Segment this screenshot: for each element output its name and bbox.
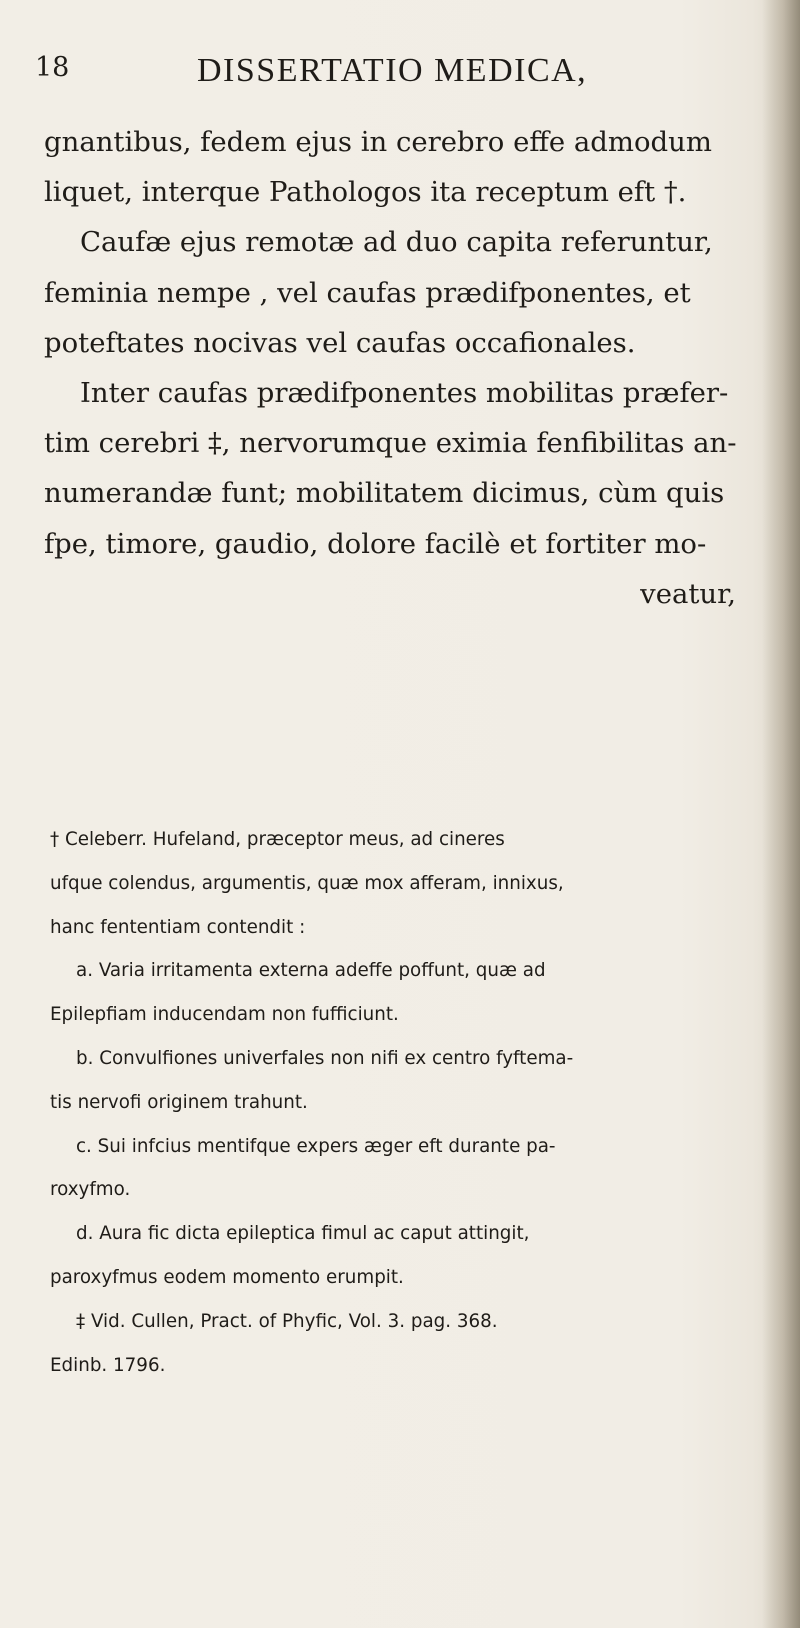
footnote-line: hanc fententiam contendit : <box>50 916 306 938</box>
text-line: liquet, interque Pathologos ita receptum eft †. <box>44 176 687 209</box>
footnote-line: roxyfmo. <box>50 1179 131 1201</box>
text-line: tim cerebri ‡, nervorumque eximia fenfibilitas an- <box>44 427 737 460</box>
main-text <box>44 117 744 619</box>
footnote-line: tis nervofi originem trahunt. <box>50 1091 308 1113</box>
text-line: Caufæ ejus remotæ ad duo capita referuntur, <box>80 226 713 259</box>
catchword: veatur, <box>640 577 736 610</box>
page-edge-shadow <box>762 0 800 1628</box>
page-header <box>35 52 755 92</box>
footnote-line: d. Aura fic dicta epileptica fimul ac caput attingit, <box>76 1223 530 1245</box>
text-line: Inter caufas prædifponentes mobilitas præfer- <box>80 376 729 409</box>
text-line: numerandæ funt; mobilitatem dicimus, cùm quis <box>44 477 725 510</box>
footnotes <box>50 818 750 1387</box>
footnote-line: a. Varia irritamenta externa adeffe poffunt, quæ ad <box>76 960 546 982</box>
footnote-line: ‡ Vid. Cullen, Pract. of Phyfic, Vol. 3. pag. 368. <box>76 1310 498 1332</box>
footnote-line: † Celeberr. Hufeland, præceptor meus, ad cineres <box>50 829 505 850</box>
page-number: 18 <box>35 52 70 83</box>
footnote-line: ufque colendus, argumentis, quæ mox afferam, innixus, <box>50 872 564 894</box>
footnote-line: c. Sui infcius mentifque expers æger eft durante pa- <box>76 1135 556 1157</box>
text-line: feminia nempe , vel caufas prædifponentes, et <box>44 276 691 309</box>
footnote-line: Epilepfiam inducendam non fufficiunt. <box>50 1004 399 1026</box>
text-line: fpe, timore, gaudio, dolore facilè et fortiter mo- <box>44 527 707 560</box>
text-line: gnantibus, fedem ejus in cerebro effe admodum <box>44 126 712 158</box>
text-line: poteftates nocivas vel caufas occafionales. <box>44 326 636 359</box>
running-head: DISSERTATIO MEDICA, <box>197 52 588 89</box>
footnote-line: Edinb. 1796. <box>50 1354 166 1376</box>
footnote-line: paroxyfmus eodem momento erumpit. <box>50 1266 404 1288</box>
footnote-line: b. Convulfiones univerfales non nifi ex centro fyftema- <box>76 1047 574 1069</box>
